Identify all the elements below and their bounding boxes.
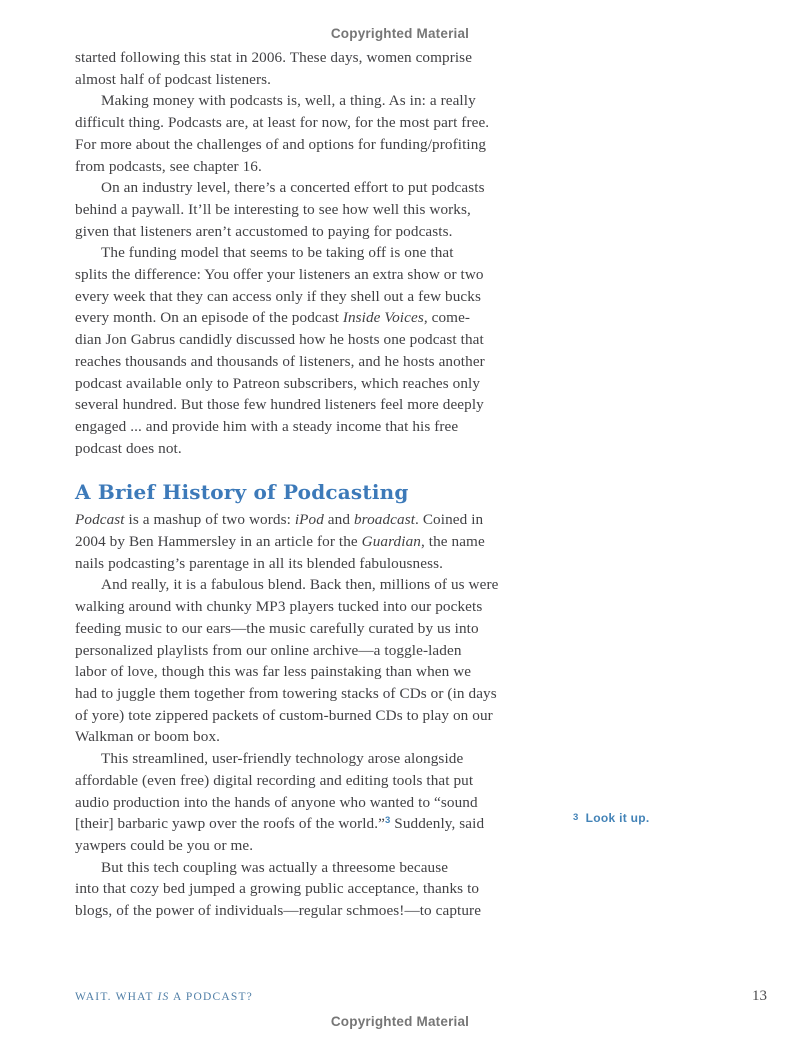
section-heading: A Brief History of Podcasting [75,480,409,505]
footnote-ref: 3 [385,815,391,827]
body-paragraph: Podcast is a mashup of two words: iPod and broadcast. Coined in 2004 by Ben Hammersley in an article for the Guardian, the name nails podcasting’s parentage in all its blended fabulousness. [75,511,485,572]
page-number: 13 [752,988,767,1004]
body-paragraph: On an industry level, there’s a concerted effort to put podcasts behind a paywall. It’ll be interesting to see how well this works, given that listeners aren’t accustomed to paying for podcasts. [75,179,485,240]
footnote-number: 3 [573,812,579,823]
body-paragraph: Making money with podcasts is, well, a thing. As in: a really difficult thing. Podcasts are, at least for now, for the most part free. For more about the challenges of and options for funding/profiting from podcasts, see chapter 16. [75,92,490,175]
copyright-notice-bottom: Copyrighted Material [330,1014,470,1029]
body-paragraph: started following this stat in 2006. These days, women comprise almost half of podcast listeners. [75,49,473,88]
body-paragraph: This streamlined, user-friendly technology arose alongside affordable (even free) digital recording and editing tools that put audio production into the hands of anyone who wanted to “sound [their] barbaric yawp over the roofs of the world.”$^3$ Suddenly, said yawpers could be you or me. [75,750,485,854]
body-paragraph: And really, it is a fabulous blend. Back then, millions of us were walking around with chunky MP3 players tucked into our pockets feeding music to our ears—the music carefully curated by us into personalized playlists from our online archive—a toggle-laden labor of love, though this was far less painstaking than when we had to juggle them together from towering stacks of CDs or (in days of yore) tote zippered packets of custom-burned CDs to play on our Walkman or boom box. [75,576,499,746]
page-body [75,47,555,922]
copyright-notice-top: Copyrighted Material [330,26,470,41]
body-paragraph: The funding model that seems to be taking off is one that splits the difference: You offer your listeners an extra show or two every week that they can access only if they shell out a few bucks every month. On an episode of the podcast Inside Voices, come- dian Jon Gabrus candidly discussed how he hosts one podcast that reaches thousands and thousands of listeners, and he hosts another podcast available only to Patreon subscribers, which reaches only several hundred. But those few hundred listeners feel more deeply engaged ... and provide him with a steady income that his free podcast does not. [75,244,485,457]
body-paragraph: But this tech coupling was actually a threesome because into that cozy bed jumped a growing public acceptance, thanks to blogs, of the power of individuals—regular schmoes!—to capture [75,858,482,920]
running-footer-chapter-title: WAIT. WHAT IS A PODCAST? [75,991,253,1003]
margin-footnote [573,811,650,825]
footnote-text: Look it up. [585,811,650,825]
